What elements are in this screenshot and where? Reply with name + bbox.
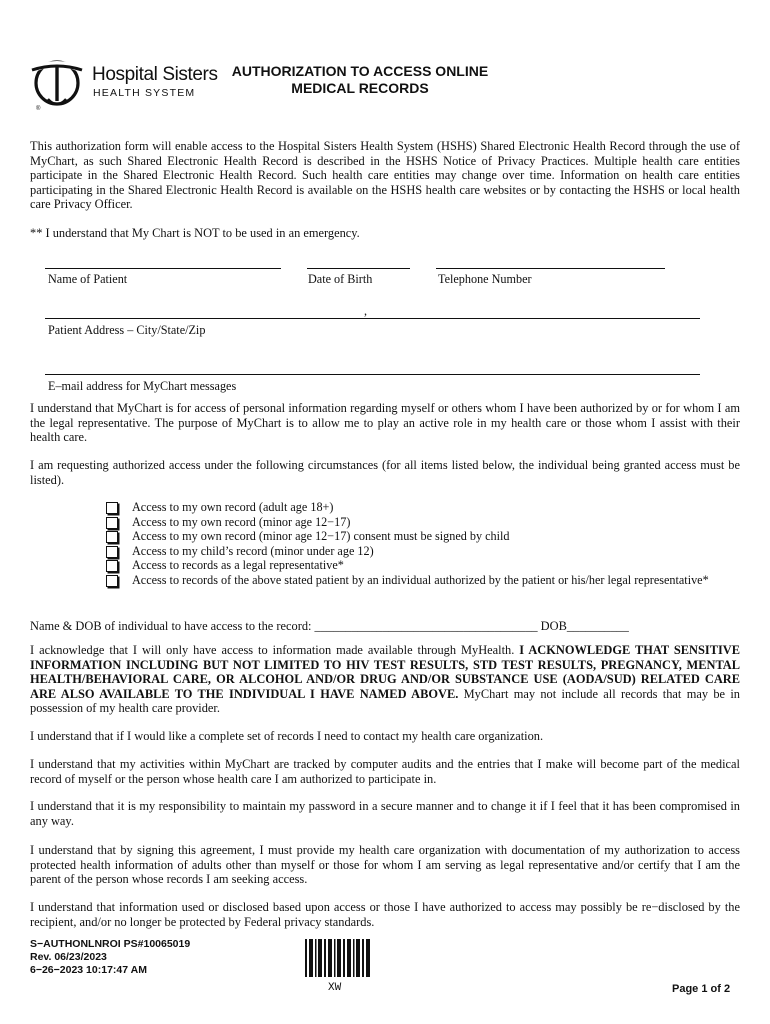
acknowledgement-paragraph	[30, 643, 740, 716]
access-option-label: Access to records as a legal representative*	[132, 558, 344, 573]
date-of-birth-line[interactable]	[307, 268, 410, 269]
form-footer	[30, 938, 190, 977]
patient-address-value: ,	[364, 304, 368, 318]
access-option-label: Access to records of the above stated patient by an individual authorized by the patient or his/her legal representative*	[132, 572, 709, 587]
telephone-number-label: Telephone Number	[438, 272, 532, 286]
checkbox[interactable]	[106, 546, 118, 558]
checkbox[interactable]	[106, 560, 118, 572]
patient-address-line[interactable]	[45, 318, 700, 319]
password-paragraph: I understand that it is my responsibility to maintain my password in a secure manner and to change it if I feel that it has been compromised in any way.	[30, 799, 740, 828]
name-dob-field[interactable]: Name & DOB of individual to have access to the record: ____________________________________ DOB__________	[30, 619, 629, 633]
email-address-label: E–mail address for MyChart messages	[48, 379, 237, 393]
emergency-note: ** I understand that My Chart is NOT to be used in an emergency.	[30, 226, 360, 240]
checkbox[interactable]	[106, 531, 118, 543]
barcode-text: XW	[328, 982, 342, 994]
request-paragraph: I am requesting authorized access under the following circumstances (for all items listed below, the individual being granted access must be listed).	[30, 458, 740, 487]
title-line-2: MEDICAL RECORDS	[291, 80, 429, 96]
access-option-label: Access to my child’s record (minor under age 12)	[132, 543, 374, 558]
purpose-paragraph: I understand that MyChart is for access of personal information regarding myself or others whom I have been authorized by or for whom I am the legal representative. The purpose of MyChart is to allow me to play an active role in my health care or those whom I assist with their health care.	[30, 401, 740, 445]
access-option	[106, 558, 726, 573]
patient-address-label: Patient Address – City/State/Zip	[48, 323, 206, 337]
svg-text:®: ®	[36, 106, 41, 111]
print-timestamp: 6−26−2023 10:17:47 AM	[30, 964, 147, 976]
ack-text-end: MyChart may not include all records that may be in possession of my health care provider.	[30, 686, 740, 716]
page-number: Page 1 of 2	[672, 983, 731, 995]
ack-text-bold: I ACKNOWLEDGE THAT SENSITIVE INFORMATION INCLUDING BUT NOT LIMITED TO HIV TEST RESULTS, STD TEST RESULTS, PREGNANCY, MENTAL HEALTH/BEHAVIORAL CARE, OR ALCOHOL AND/OR DRUG AND/OR SUBSTANCE USE (AODA/SUD) RELATED CARE ARE ALSO AVAILABLE TO THE INDIVIDUAL I HAVE NAMED ABOVE.	[30, 643, 740, 701]
access-option-label: Access to my own record (minor age 12−17)	[132, 514, 351, 529]
document-title	[200, 63, 520, 97]
ack-text-start: I acknowledge that I will only have access to information made available through MyHealth.	[30, 643, 520, 657]
access-option-label: Access to my own record (minor age 12−17) consent must be signed by child	[132, 529, 510, 544]
revision-date: Rev. 06/23/2023	[30, 951, 107, 963]
audit-tracking-paragraph: I understand that my activities within MyChart are tracked by computer audits and the entries that I make will become part of the medical record of myself or the person whose health care I am authorized to participate in.	[30, 757, 740, 786]
documentation-paragraph: I understand that by signing this agreement, I must provide my health care organization with documentation of my authorization to access protected health information of adults other than myself or those for whom I am serving as legal representative and/or certify that I am the parent of the person whose records I am seeking access.	[30, 843, 740, 887]
checkbox[interactable]	[106, 575, 118, 587]
date-of-birth-label: Date of Birth	[308, 272, 373, 286]
access-options-list	[106, 500, 726, 588]
access-option	[106, 500, 726, 515]
intro-paragraph: This authorization form will enable access to the Hospital Sisters Health System (HSHS) Shared Electronic Health Record through the use of MyChart, as such Shared Electronic Health Record is described in the HSHS Notice of Privacy Practices. Multiple health care entities participate in the Shared Electronic Health Record. Such health care entities may change over time. Information on health care entities participating in the Shared Electronic Health Record is available on the HSHS health care websites or by contacting the HSHS or local health care Privacy Officer.	[30, 139, 740, 212]
complete-records-paragraph: I understand that if I would like a complete set of records I need to contact my health care organization.	[30, 729, 544, 743]
email-address-line[interactable]	[45, 374, 700, 375]
title-line-1: AUTHORIZATION TO ACCESS ONLINE	[231, 63, 489, 79]
barcode-icon	[305, 939, 372, 977]
logo-name: Hospital Sisters	[92, 64, 218, 85]
access-option	[106, 515, 726, 530]
redisclosure-paragraph: I understand that information used or disclosed based upon access or those I have authorized to access may possibly be re−disclosed by the recipient, and/or no longer be protected by Federal privacy standards.	[30, 900, 740, 929]
telephone-number-line[interactable]	[436, 268, 665, 269]
access-option	[106, 573, 726, 588]
hshs-logo-icon	[28, 55, 86, 111]
access-option	[106, 529, 726, 544]
access-option-label: Access to my own record (adult age 18+)	[132, 500, 334, 514]
form-id: S−AUTHONLNROI PS#10065019	[30, 938, 191, 950]
checkbox[interactable]	[106, 517, 118, 529]
access-option	[106, 544, 726, 559]
logo-subtitle: HEALTH SYSTEM	[93, 87, 196, 99]
checkbox[interactable]	[106, 502, 118, 514]
name-of-patient-line[interactable]	[45, 268, 281, 269]
name-of-patient-label: Name of Patient	[48, 272, 128, 286]
